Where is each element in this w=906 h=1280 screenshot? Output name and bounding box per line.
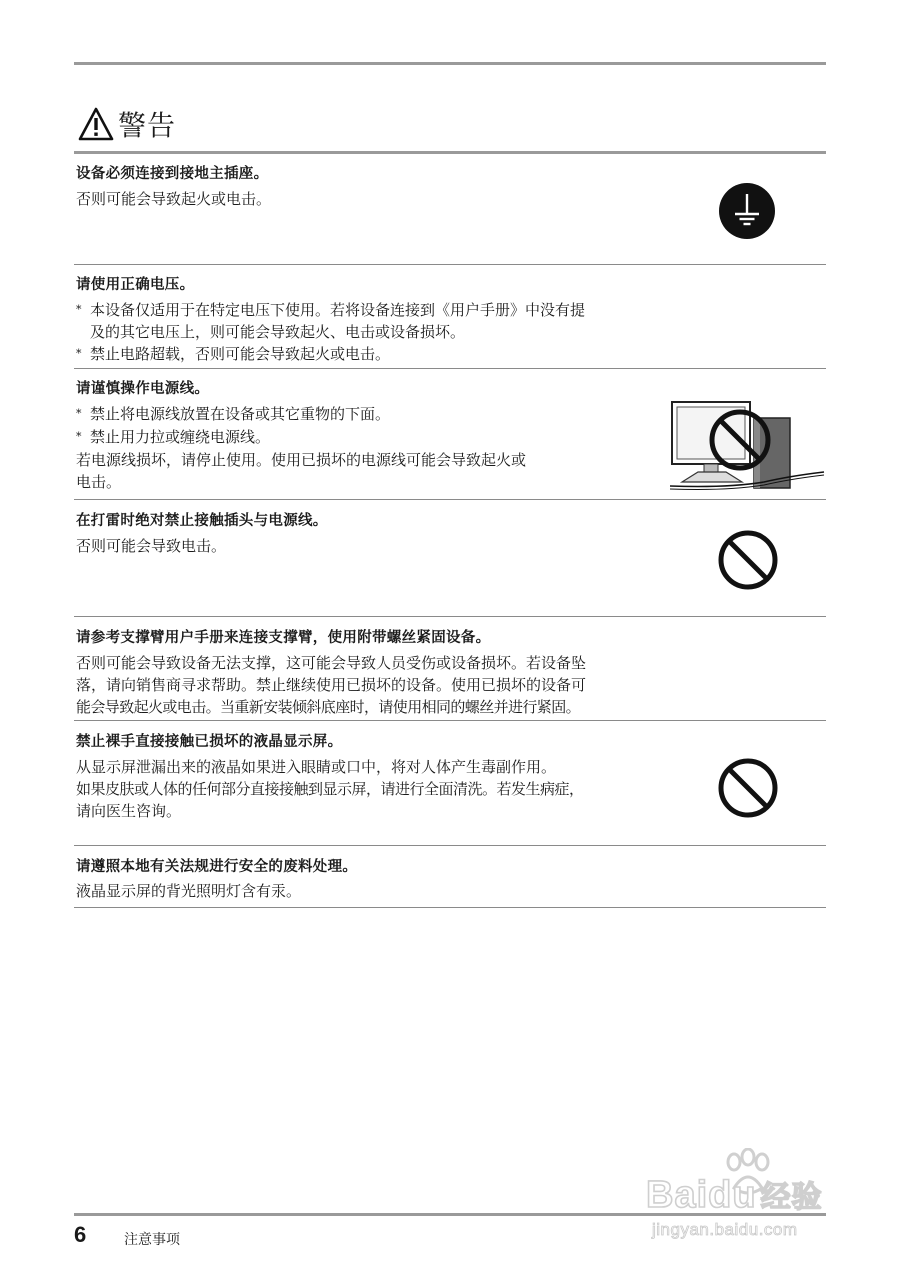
- watermark-url: jingyan.baidu.com: [652, 1220, 798, 1239]
- bullet-marker: *: [76, 303, 82, 316]
- bullet-marker: *: [76, 430, 82, 443]
- prohibited-icon: [717, 757, 779, 819]
- section-text: 能会导致起火或电击。当重新安装倾斜底座时，请使用相同的螺丝并进行紧固。: [76, 698, 581, 716]
- section-divider: [74, 151, 826, 154]
- section-divider: [74, 616, 826, 617]
- section-title: 请参考支撑臂用户手册来连接支撑臂，使用附带螺丝紧固设备。: [76, 630, 491, 646]
- bullet-text: 禁止将电源线放置在设备或其它重物的下面。: [90, 405, 391, 423]
- bullet-item: [76, 299, 585, 321]
- section-divider: [74, 264, 826, 265]
- bullet-item: [76, 426, 270, 448]
- page-number: 6: [74, 1222, 87, 1247]
- section-text: 请向医生咨询。: [76, 802, 182, 820]
- section-divider: [74, 845, 826, 846]
- watermark-brand: Baidu: [646, 1174, 757, 1216]
- footer-label: 注意事项: [124, 1232, 180, 1248]
- section-title: 请遵照本地有关法规进行安全的废料处理。: [76, 859, 358, 875]
- baidu-watermark: [646, 1148, 846, 1244]
- section-divider: [74, 907, 826, 908]
- bullet-text: 禁止用力拉或缠绕电源线。: [90, 428, 271, 446]
- section-text: 否则可能会导致起火或电击。: [76, 190, 272, 208]
- section-text: 从显示屏泄漏出来的液晶如果进入眼睛或口中，将对人体产生毒副作用。: [76, 758, 557, 776]
- prohibited-icon: [717, 529, 779, 591]
- bullet-item: [76, 343, 390, 365]
- section-text: 落，请向销售商寻求帮助。禁止继续使用已损坏的设备。使用已损坏的设备可: [76, 676, 587, 694]
- section-title: 在打雷时绝对禁止接触插头与电源线。: [76, 513, 328, 529]
- warning-heading: [78, 104, 176, 144]
- section-divider: [74, 720, 826, 721]
- section-text: 若电源线损坏，请停止使用。使用已损坏的电源线可能会导致起火或: [76, 451, 527, 469]
- section-text: 电击。: [76, 473, 122, 491]
- watermark-suffix: 经验: [760, 1180, 823, 1215]
- bullet-text: 禁止电路超载，否则可能会导致起火或电击。: [90, 345, 391, 363]
- section-title: 设备必须连接到接地主插座。: [76, 166, 269, 182]
- section-divider: [74, 368, 826, 369]
- section-title: 请使用正确电压。: [76, 277, 195, 293]
- bullet-marker: *: [76, 347, 82, 360]
- section-text: 否则可能会导致设备无法支撑，这可能会导致人员受伤或设备损坏。若设备坠: [76, 654, 587, 672]
- section-text: 否则可能会导致电击。: [76, 537, 227, 555]
- bullet-item: [76, 403, 390, 425]
- prohibited-monitor-icon: [668, 396, 828, 494]
- top-rule: [74, 62, 826, 65]
- section-text: 如果皮肤或人体的任何部分直接接触到显示屏，请进行全面清洗。若发生病症，: [76, 780, 584, 798]
- bullet-continuation: 及的其它电压上，则可能会导致起火、电击或设备损坏。: [90, 323, 466, 341]
- bullet-marker: *: [76, 407, 82, 420]
- page-heading: 警告: [118, 109, 177, 142]
- section-title: 禁止裸手直接接触已损坏的液晶显示屏。: [76, 734, 343, 750]
- bullet-text: 本设备仅适用于在特定电压下使用。若将设备连接到《用户手册》中没有提: [90, 301, 586, 319]
- ground-icon: [718, 182, 776, 240]
- warning-triangle-icon: [78, 107, 114, 141]
- section-text: 液晶显示屏的背光照明灯含有汞。: [76, 882, 302, 900]
- section-title: 请谨慎操作电源线。: [76, 381, 210, 397]
- section-divider: [74, 499, 826, 500]
